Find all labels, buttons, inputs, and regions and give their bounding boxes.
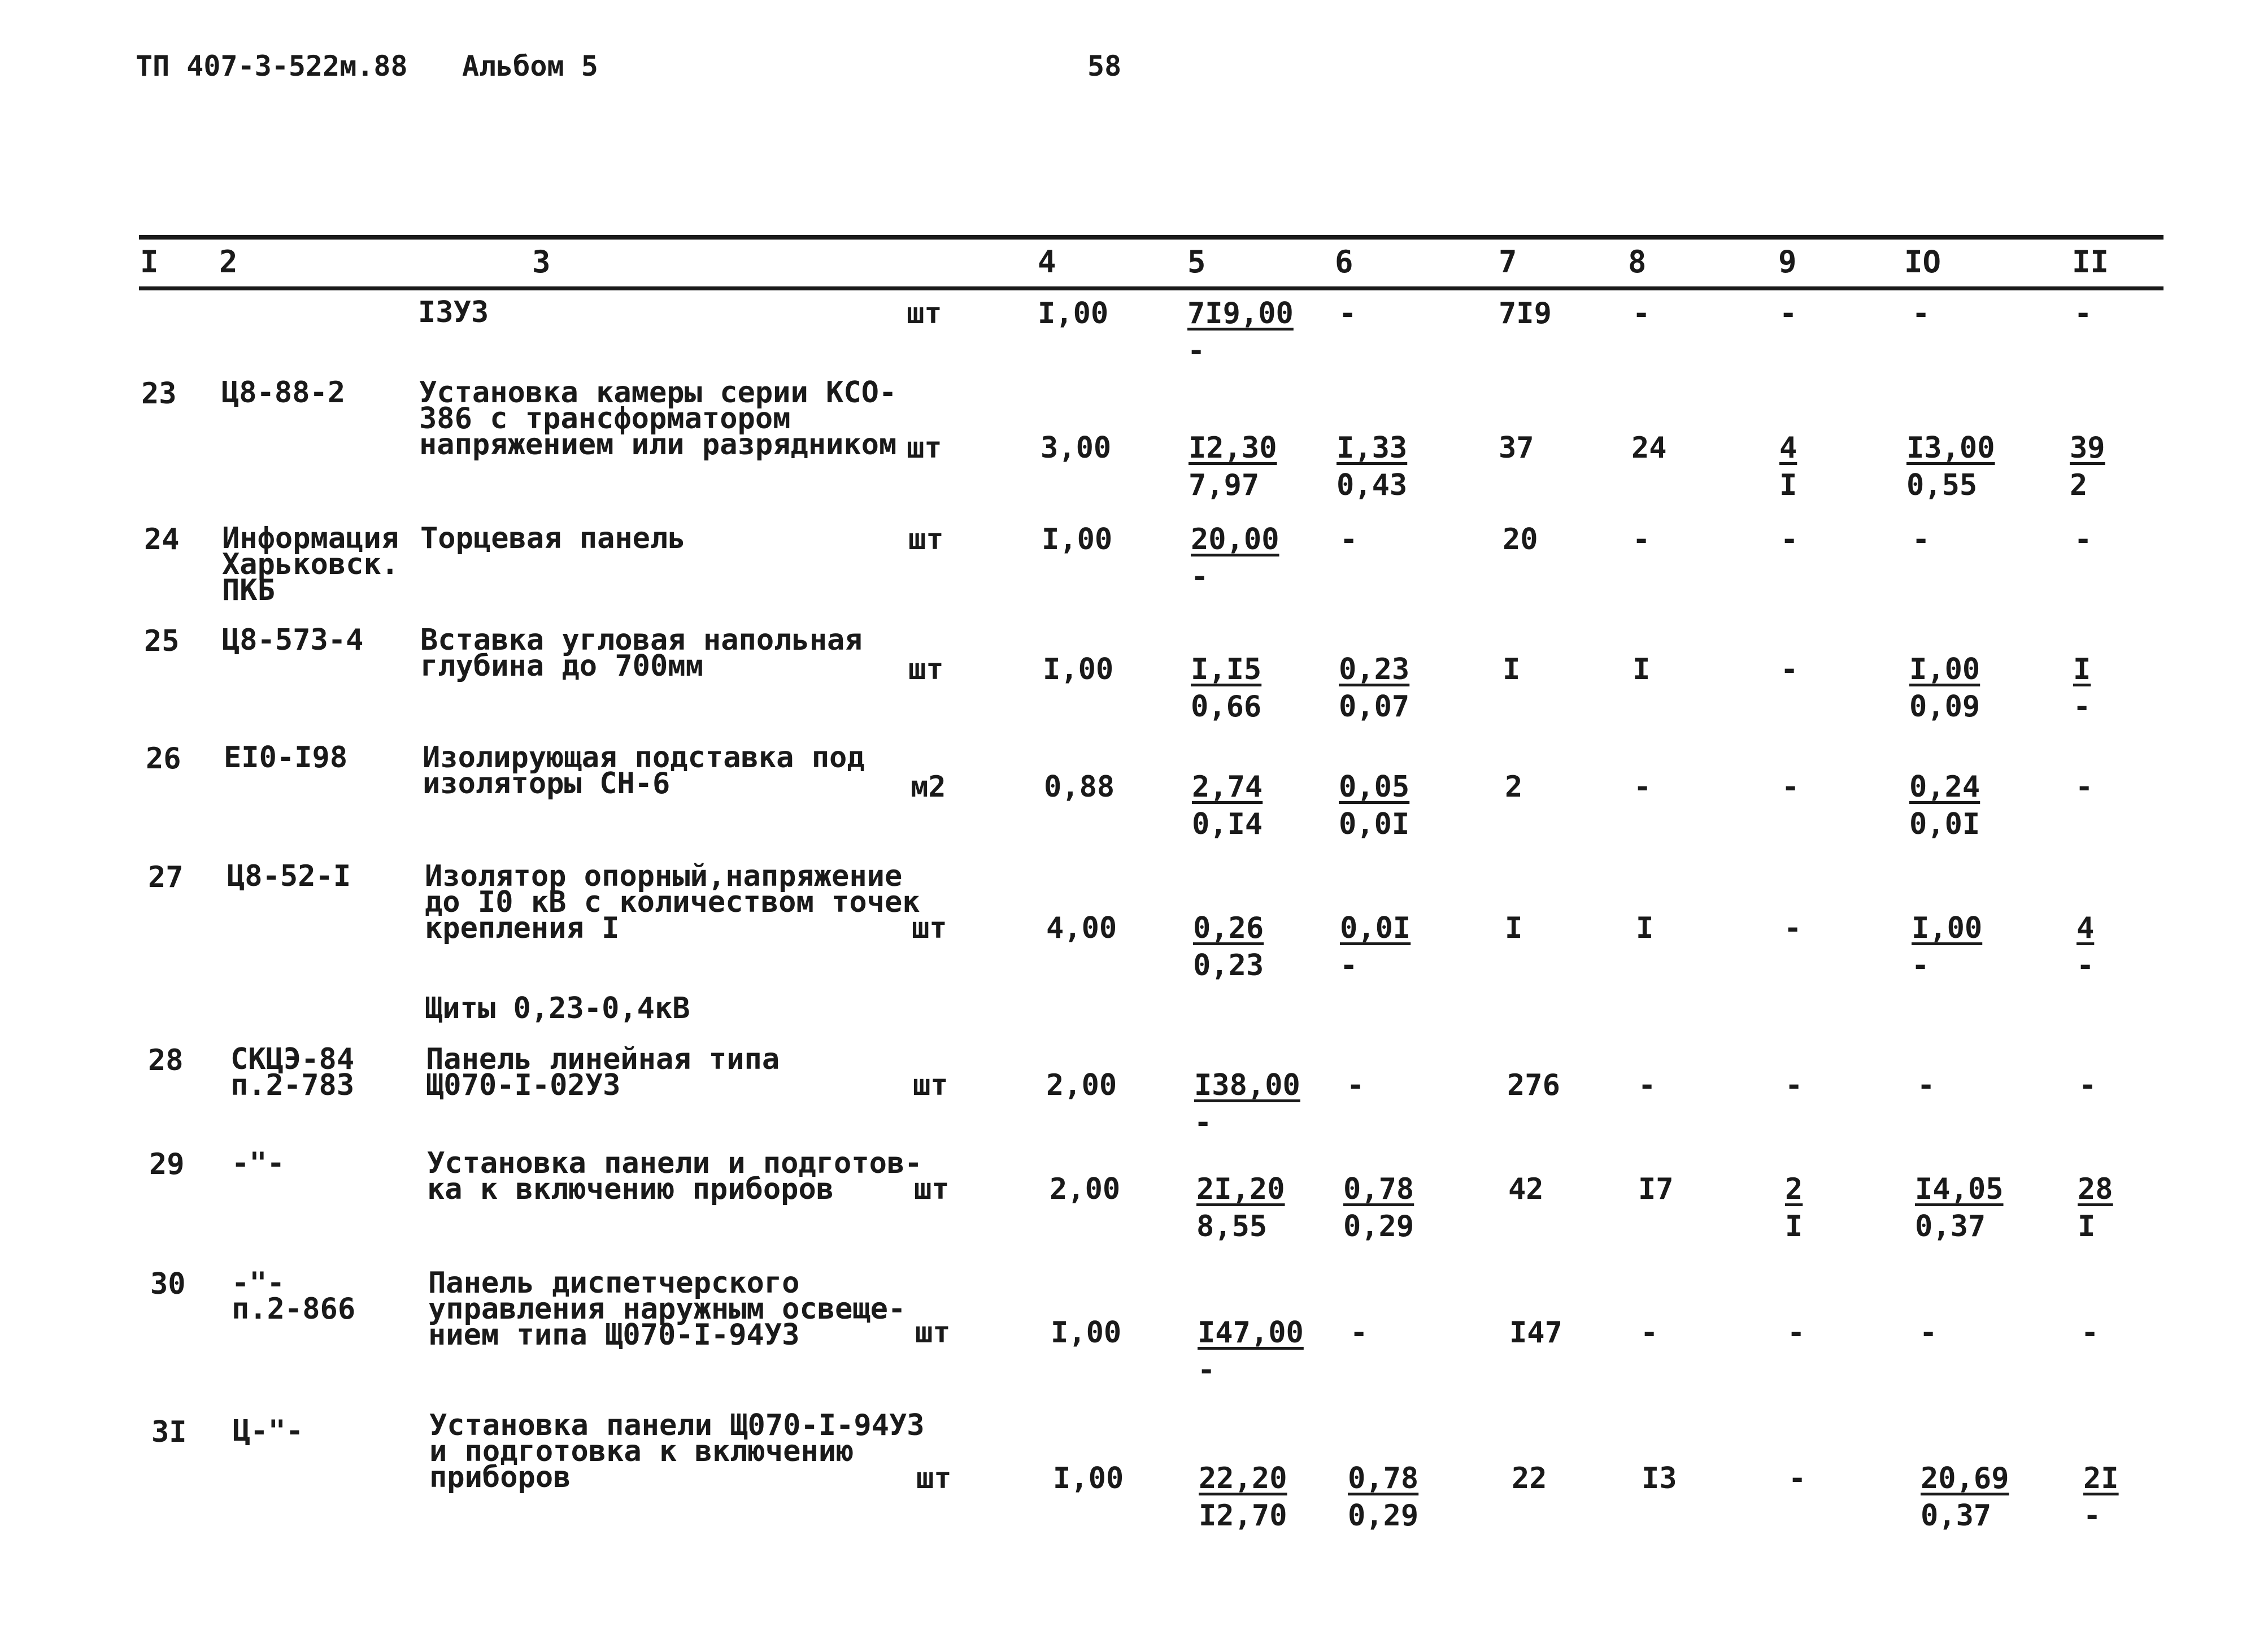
- item-number: 23: [141, 377, 177, 411]
- item-number: 26: [146, 742, 181, 776]
- column-number: 2: [219, 244, 238, 280]
- col6-bottom: 0,07: [1339, 690, 1410, 724]
- col7-value: 7I9: [1499, 297, 1552, 331]
- col10-value: [1912, 910, 1982, 984]
- col5-top: 0,26: [1193, 911, 1264, 945]
- item-description: Установка камеры серии КСО- 386 с трансформатором напряжением или разрядником: [419, 376, 897, 462]
- col10-bottom: 0,37: [1915, 1210, 1986, 1243]
- col6-bottom: 0,43: [1337, 468, 1408, 502]
- col5-bottom: I2,70: [1199, 1499, 1287, 1533]
- col7-value: 37: [1499, 431, 1534, 465]
- col11-bottom: -: [2073, 690, 2091, 724]
- col10-value: -: [1912, 523, 1930, 556]
- column-number: 9: [1778, 244, 1797, 280]
- column-number: 6: [1335, 244, 1353, 280]
- col6-value: [1337, 429, 1407, 504]
- col11-value: -: [2075, 770, 2093, 804]
- col8-value: I: [1633, 653, 1651, 686]
- item-quantity: I,00: [1053, 1462, 1124, 1495]
- col9-value: -: [1782, 770, 1800, 804]
- col6-top: 0,05: [1339, 770, 1410, 804]
- col8-value: I7: [1638, 1172, 1674, 1206]
- col7-value: 42: [1508, 1172, 1544, 1206]
- col10-bottom: 0,37: [1921, 1499, 1992, 1533]
- col8-value: -: [1633, 523, 1651, 556]
- column-number: 3: [532, 244, 551, 280]
- column-number: 8: [1628, 244, 1647, 280]
- col11-bottom: -: [2077, 949, 2095, 982]
- item-unit: шт: [907, 431, 942, 465]
- col10-bottom: 0,55: [1906, 468, 1978, 502]
- page-number: 58: [1087, 50, 1122, 82]
- item-quantity: 4,00: [1046, 911, 1117, 945]
- section-heading: Щиты 0,23-0,4кВ: [425, 992, 690, 1025]
- col5-bottom: 0,I4: [1192, 807, 1263, 841]
- item-quantity: 2,00: [1046, 1068, 1117, 1102]
- col7-value: 276: [1507, 1068, 1560, 1102]
- item-unit: шт: [913, 1068, 948, 1102]
- col11-top: 39: [2070, 431, 2105, 465]
- col5-top: 22,20: [1199, 1462, 1287, 1495]
- col9-value: -: [1779, 297, 1797, 331]
- col5-value: [1191, 651, 1261, 725]
- item-unit: м2: [911, 770, 946, 804]
- col9-value: [1785, 1171, 1803, 1245]
- item-quantity: 3,00: [1041, 431, 1112, 465]
- document-code: ТП 407-3-522м.88: [136, 50, 408, 82]
- col11-top: 4: [2077, 911, 2095, 945]
- item-number: 25: [144, 624, 180, 658]
- col6-value: [1339, 651, 1409, 725]
- col5-bottom: -: [1198, 1353, 1216, 1387]
- col10-bottom: 0,0I: [1909, 807, 1980, 841]
- col6-value: [1339, 768, 1409, 843]
- col9-bottom: I: [1785, 1210, 1803, 1243]
- item-unit: шт: [915, 1316, 951, 1350]
- col8-value: -: [1638, 1068, 1656, 1102]
- item-unit: шт: [916, 1462, 952, 1495]
- col10-value: [1921, 1460, 2009, 1534]
- col11-value: -: [2081, 1316, 2099, 1350]
- table-top-rule: [139, 235, 2163, 240]
- col6-top: 0,0I: [1340, 911, 1411, 945]
- col8-value: -: [1634, 770, 1652, 804]
- col6-top: 0,23: [1339, 653, 1410, 686]
- item-number: 29: [149, 1147, 185, 1181]
- col11-value: [2078, 1171, 2113, 1245]
- item-quantity: 0,88: [1044, 770, 1115, 804]
- col5-value: [1191, 521, 1279, 595]
- col5-value: [1192, 768, 1263, 843]
- col6-value: [1343, 1171, 1414, 1245]
- col10-value: [1906, 429, 1995, 504]
- col10-value: -: [1919, 1316, 1938, 1350]
- item-unit: шт: [907, 297, 942, 331]
- item-number: 3I: [151, 1415, 187, 1449]
- item-number: 30: [150, 1267, 186, 1301]
- col10-top: I4,05: [1915, 1172, 2004, 1206]
- item-quantity: I,00: [1051, 1316, 1122, 1350]
- col11-value: -: [2079, 1068, 2097, 1102]
- col5-value: [1194, 1067, 1300, 1141]
- col6-bottom: -: [1340, 949, 1358, 982]
- item-code: Ц8-88-2: [221, 376, 346, 410]
- item-quantity: I,00: [1038, 297, 1109, 331]
- col10-value: [1909, 768, 1980, 843]
- col5-top: I2,30: [1189, 431, 1277, 465]
- col5-value: [1189, 429, 1277, 504]
- col10-value: [1915, 1171, 2004, 1245]
- item-description: Установка панели и подготов- ка к включению приборов: [427, 1146, 922, 1206]
- album-label: Альбом 5: [462, 50, 598, 82]
- col5-top: I47,00: [1198, 1316, 1304, 1350]
- item-unit: шт: [912, 911, 947, 945]
- item-code: EI0-I98: [224, 741, 348, 775]
- col11-bottom: 2: [2070, 468, 2088, 502]
- table-header-rule: [139, 286, 2163, 290]
- col11-bottom: I: [2078, 1210, 2096, 1243]
- col6-value: -: [1350, 1316, 1368, 1350]
- col5-bottom: -: [1194, 1106, 1212, 1140]
- col6-top: I,33: [1337, 431, 1408, 465]
- col9-bottom: I: [1779, 468, 1797, 502]
- col11-value: -: [2074, 297, 2092, 331]
- item-code: Ц8-52-I: [227, 859, 351, 893]
- item-description: Вставка угловая напольная глубина до 700мм: [420, 623, 863, 683]
- item-description: Панель линейная типа Щ070-I-02У3: [426, 1042, 780, 1102]
- col9-top: 2: [1785, 1172, 1803, 1206]
- item-description: Изолятор опорный,напряжение до I0 кВ с количеством точек крепления I: [425, 859, 920, 945]
- col9-value: -: [1787, 1316, 1805, 1350]
- col6-value: -: [1339, 297, 1357, 331]
- col8-value: -: [1640, 1316, 1658, 1350]
- col9-value: -: [1784, 911, 1802, 945]
- col10-value: -: [1917, 1068, 1935, 1102]
- column-number: I: [140, 244, 159, 280]
- item-number: 27: [148, 860, 184, 894]
- column-number: II: [2072, 244, 2109, 280]
- col11-top: 2I: [2083, 1462, 2119, 1495]
- column-number: IO: [1904, 244, 1941, 280]
- item-description: I3У3: [418, 295, 489, 329]
- column-number: 4: [1038, 244, 1056, 280]
- col5-value: [1198, 1314, 1304, 1389]
- col6-value: [1340, 910, 1411, 984]
- col6-bottom: 0,0I: [1339, 807, 1410, 841]
- col5-bottom: -: [1187, 334, 1205, 368]
- col10-value: [1909, 651, 1980, 725]
- col10-bottom: 0,09: [1909, 690, 1980, 724]
- col5-bottom: 0,66: [1191, 690, 1262, 724]
- col6-bottom: 0,29: [1343, 1210, 1414, 1243]
- col8-value: -: [1633, 297, 1651, 331]
- col10-value: -: [1912, 297, 1930, 331]
- col9-value: [1779, 429, 1797, 504]
- col7-value: 22: [1512, 1462, 1547, 1495]
- col11-value: [2077, 910, 2094, 984]
- col5-value: [1199, 1460, 1287, 1534]
- col10-top: 0,24: [1909, 770, 1980, 804]
- col9-value: -: [1788, 1462, 1806, 1495]
- col11-value: [2070, 429, 2105, 504]
- item-unit: шт: [908, 523, 944, 556]
- col7-value: I: [1503, 653, 1521, 686]
- item-description: Установка панели Щ070-I-94У3 и подготовка к включению приборов: [429, 1408, 925, 1494]
- col5-bottom: 7,97: [1189, 468, 1260, 502]
- col11-value: [2083, 1460, 2119, 1534]
- col6-value: -: [1347, 1068, 1365, 1102]
- col10-top: I3,00: [1906, 431, 1995, 465]
- col10-bottom: -: [1912, 949, 1930, 982]
- col10-top: I,00: [1909, 653, 1980, 686]
- col5-bottom: 8,55: [1196, 1210, 1268, 1243]
- column-number: 5: [1187, 244, 1206, 280]
- item-description: Панель диспетчерского управления наружным освеще- нием типа Щ070-I-94У3: [428, 1266, 906, 1352]
- col5-value: [1187, 295, 1294, 369]
- col7-value: 2: [1505, 770, 1523, 804]
- item-code: Информация Харьковск. ПКБ: [222, 521, 399, 607]
- column-number: 7: [1499, 244, 1517, 280]
- col11-top: 28: [2078, 1172, 2113, 1206]
- item-code: СКЦЭ-84 п.2-783: [230, 1042, 355, 1102]
- item-number: 24: [144, 523, 180, 556]
- col5-top: 2I,20: [1196, 1172, 1285, 1206]
- col6-top: 0,78: [1343, 1172, 1414, 1206]
- col5-top: 20,00: [1191, 523, 1279, 556]
- col5-top: I,I5: [1191, 653, 1262, 686]
- col10-top: 20,69: [1921, 1462, 2009, 1495]
- col6-bottom: 0,29: [1348, 1499, 1419, 1533]
- col9-value: -: [1781, 523, 1799, 556]
- col6-value: -: [1340, 523, 1358, 556]
- col5-bottom: 0,23: [1193, 949, 1264, 982]
- col9-value: -: [1785, 1068, 1803, 1102]
- item-code: Ц-"-: [233, 1414, 304, 1448]
- col8-value: I3: [1642, 1462, 1677, 1495]
- col11-value: -: [2074, 523, 2092, 556]
- item-code: -"- п.2-866: [232, 1266, 356, 1326]
- item-description: Изолирующая подставка под изоляторы СН-6: [423, 741, 865, 801]
- col9-value: -: [1781, 653, 1799, 686]
- col7-value: I: [1505, 911, 1523, 945]
- col5-bottom: -: [1191, 560, 1209, 594]
- item-quantity: I,00: [1042, 523, 1113, 556]
- col10-top: I,00: [1912, 911, 1983, 945]
- item-description: Торцевая панель: [420, 521, 686, 555]
- col8-value: I: [1636, 911, 1654, 945]
- col5-top: 2,74: [1192, 770, 1263, 804]
- col5-top: 7I9,00: [1187, 297, 1294, 331]
- col7-value: I47: [1509, 1316, 1562, 1350]
- col11-value: [2073, 651, 2091, 725]
- item-code: Ц8-573-4: [222, 623, 364, 657]
- item-quantity: 2,00: [1050, 1172, 1121, 1206]
- item-number: 28: [148, 1043, 184, 1077]
- col8-value: 24: [1631, 431, 1667, 465]
- col11-top: I: [2073, 653, 2091, 686]
- col5-top: I38,00: [1194, 1068, 1300, 1102]
- col7-value: 20: [1503, 523, 1538, 556]
- item-code: -"-: [232, 1146, 285, 1180]
- item-quantity: I,00: [1043, 653, 1114, 686]
- col6-top: 0,78: [1348, 1462, 1419, 1495]
- col6-value: [1348, 1460, 1418, 1534]
- item-unit: шт: [914, 1172, 950, 1206]
- item-unit: шт: [908, 653, 944, 686]
- col9-top: 4: [1779, 431, 1797, 465]
- col5-value: [1196, 1171, 1285, 1245]
- col5-value: [1193, 910, 1264, 984]
- col11-bottom: -: [2083, 1499, 2101, 1533]
